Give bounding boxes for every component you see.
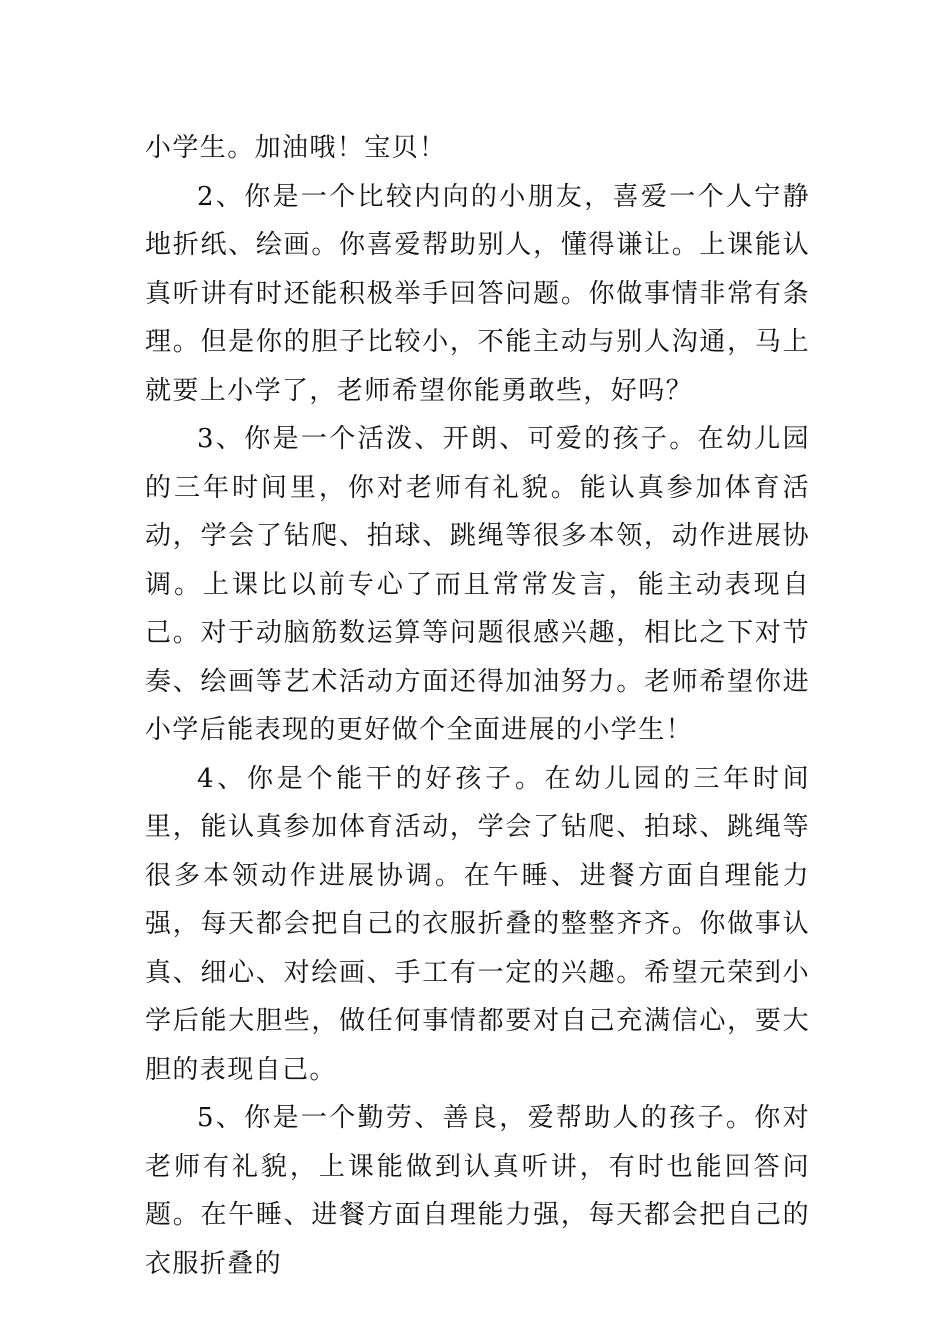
paragraph-item-2: 2、你是一个比较内向的小朋友，喜爱一个人宁静地折纸、绘画。你喜爱帮助别人，懂得谦让。上课能认真听讲有时还能积极举手回答问题。你做事情非常有条理。但是你的胆子比较小，不能主动与别人沟通，马上就要上小学了，老师希望你能勇敢些，好吗？ (145, 181, 810, 406)
paragraph-item-5: 5、你是一个勤劳、善良，爱帮助人的孩子。你对老师有礼貌，上课能做到认真听讲，有时也能回答问题。在午睡、进餐方面自理能力强，每天都会把自己的衣服折叠的 (145, 1103, 810, 1279)
paragraph-continuation: 小学生。加油哦！宝贝！ (145, 133, 447, 163)
paragraph-item-4: 4、你是个能干的好孩子。在幼儿园的三年时间里，能认真参加体育活动，学会了钻爬、拍球、跳绳等很多本领动作进展协调。在午睡、进餐方面自理能力强，每天都会把自己的衣服折叠的整整齐齐。你做事认真、细心、对绘画、手工有一定的兴趣。希望元荣到小学后能大胆些，做任何事情都要对自己充满信心，要大胆的表现自己。 (145, 763, 810, 1085)
paragraph-item-3: 3、你是一个活泼、开朗、可爱的孩子。在幼儿园的三年时间里，你对老师有礼貌。能认真参加体育活动，学会了钻爬、拍球、跳绳等很多本领，动作进展协调。上课比以前专心了而且常常发言，能主动表现自己。对于动脑筋数运算等问题很感兴趣，相比之下对节奏、绘画等艺术活动方面还得加油努力。老师希望你进小学后能表现的更好做个全面进展的小学生！ (145, 424, 810, 745)
document-body (145, 124, 810, 1288)
